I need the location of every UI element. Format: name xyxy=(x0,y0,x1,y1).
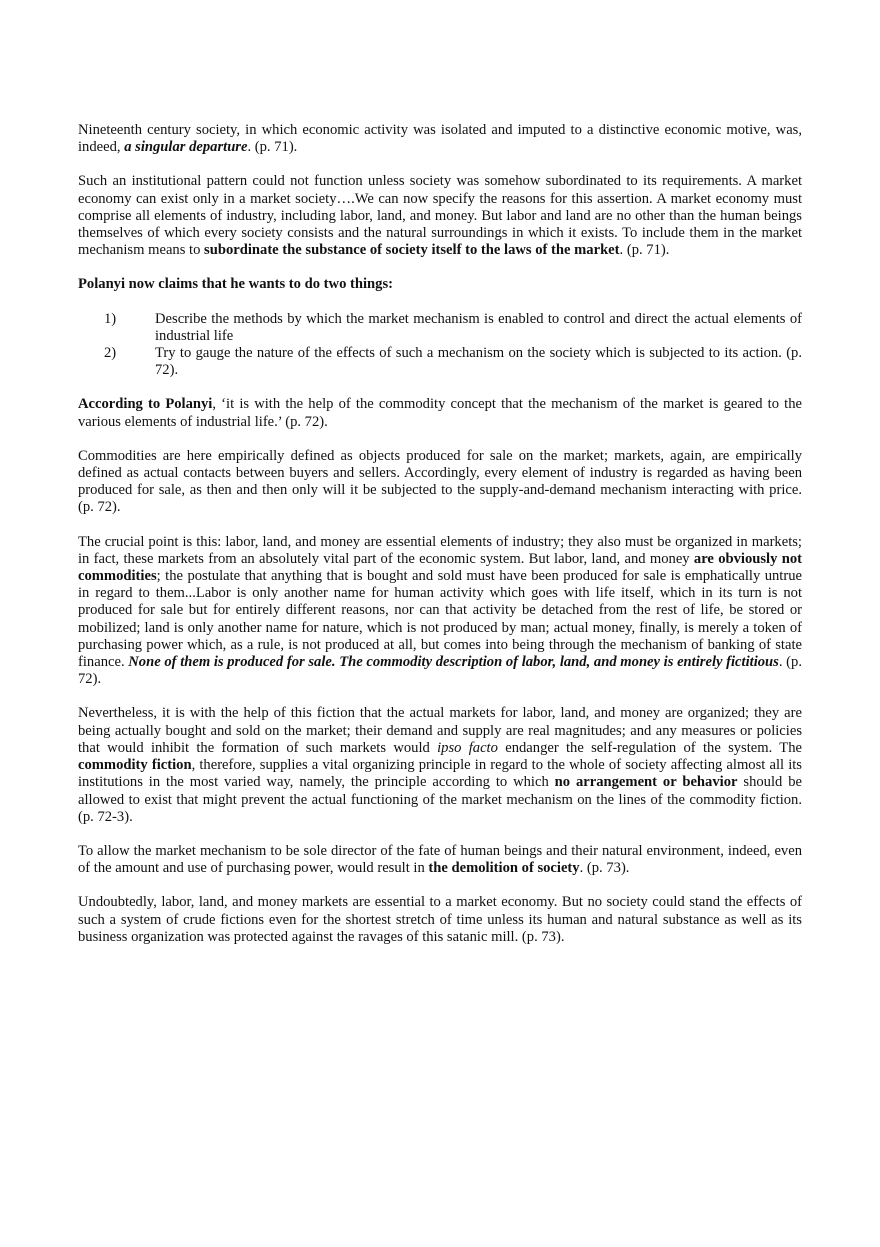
paragraph-demolition-of-society xyxy=(78,843,802,877)
section-heading: Polanyi now claims that he wants to do two things: xyxy=(78,276,394,293)
text-run: Nineteenth century society, in which economic activity was isolated and imputed to a distinctive economic motive, was, indeed, xyxy=(78,122,802,156)
emphasis-text: ipso facto xyxy=(437,739,498,756)
text-run: ; the postulate that anything that is bought and sold must have been produced for sale is emphatically untrue in regard to them...Labor is only another name for human activity which goes with life itself, which in its turn is not produced for sale but for entirely different reasons, nor can that activity be detached from the rest of life, be stored or mobilized; land is only another name for nature, which is not produced by man; actual money, finally, is merely a token of purchasing power which, as a rule, is not produced at all, but comes into being through the mechanism of banking of state finance. xyxy=(78,568,802,671)
text-run: . (p. 71). xyxy=(247,139,298,156)
document-page xyxy=(78,122,802,963)
text-run: , ‘it is with the help of the commodity concept that the mechanism of the market is geared to the various elements of industrial life.’ (p. 72). xyxy=(78,396,803,430)
text-run: . (p. 73). xyxy=(579,860,630,877)
numbered-list xyxy=(78,311,802,380)
text-run: , therefore, supplies a vital organizing principle in regard to the whole of society affecting almost all its institutions in the most varied way, namely, the principle according to which xyxy=(78,757,802,791)
emphasis-text: According to Polanyi xyxy=(78,396,213,413)
text-run: should be allowed to exist that might prevent the actual functioning of the market mechanism on the lines of the commodity fiction. (p. 72-3). xyxy=(78,774,802,825)
text-run: To allow the market mechanism to be sole director of the fate of human beings and their natural environment, indeed, even of the amount and use of purchasing power, would result in xyxy=(78,842,802,877)
emphasis-text: commodity fiction xyxy=(78,757,192,774)
list-item xyxy=(78,311,802,345)
paragraph-singular-departure xyxy=(78,122,802,156)
emphasis-text: subordinate the substance of society itself to the laws of the market xyxy=(204,242,620,259)
paragraph-crucial-point xyxy=(78,534,802,689)
paragraph-satanic-mill xyxy=(78,894,802,946)
list-item-text: Try to gauge the nature of the effects of such a mechanism on the society which is subjected to its action. (p. 72). xyxy=(155,345,802,379)
emphasis-text: are obviously not commodities xyxy=(78,550,802,585)
text-run: . (p. 72). xyxy=(78,654,802,688)
emphasis-text: no arrangement or behavior xyxy=(554,774,738,791)
paragraph-commodity-concept xyxy=(78,396,802,430)
emphasis-text: None of them is produced for sale. The commodity description of labor, land, and money is entirely fictitious xyxy=(128,654,779,671)
list-item-number: 2) xyxy=(104,345,117,362)
text-run: Undoubtedly, labor, land, and money markets are essential to a market economy. But no society could stand the effects of such a system of crude fictions even for the shortest stretch of time unless its human and natural substance as well as its business organization was protected against the ravages of this satanic mill. (p. 73). xyxy=(78,894,802,945)
text-run: Such an institutional pattern could not function unless society was somehow subordinated to its requirements. A market economy can exist only in a market society….We can now specify the reasons for this assertion. A market economy must comprise all elements of industry, including labor, land, and money. But labor and land are no other than the human beings themselves of which every society consists and the natural surroundings in which it exists. To include them in the market mechanism means to xyxy=(78,173,802,259)
emphasis-text: the demolition of society xyxy=(428,860,580,877)
text-run: Commodities are here empirically defined as objects produced for sale on the market; markets, again, are empirically defined as actual contacts between buyers and sellers. Accordingly, every element of industry is regarded as having been produced for sale, as then and then only will it be subjected to the supply-and-demand mechanism interacting with price. (p. 72). xyxy=(78,447,802,516)
emphasis-text: a singular departure xyxy=(124,139,248,156)
text-run: . (p. 71). xyxy=(619,242,670,259)
paragraph-commodity-fiction xyxy=(78,705,802,825)
text-run: Nevertheless, it is with the help of this fiction that the actual markets for labor, land, and money are organized; they are being actually bought and sold on the market; their demand and supply are real magnitudes; and any measures or policies that would inhibit the formation of such markets would xyxy=(78,705,802,756)
text-run: The crucial point is this: labor, land, and money are essential elements of industry; they also must be organized in markets; in fact, these markets from an absolutely vital part of the economic system. But labor, land, and money xyxy=(78,533,802,567)
paragraph-institutional-pattern xyxy=(78,173,802,259)
list-item xyxy=(78,345,802,379)
paragraph-commodities-defined xyxy=(78,448,802,517)
list-item-number: 1) xyxy=(104,310,117,327)
list-item-text: Describe the methods by which the market mechanism is enabled to control and direct the actual elements of industrial life xyxy=(155,310,802,344)
text-run: endanger the self-regulation of the system. The xyxy=(497,739,802,756)
